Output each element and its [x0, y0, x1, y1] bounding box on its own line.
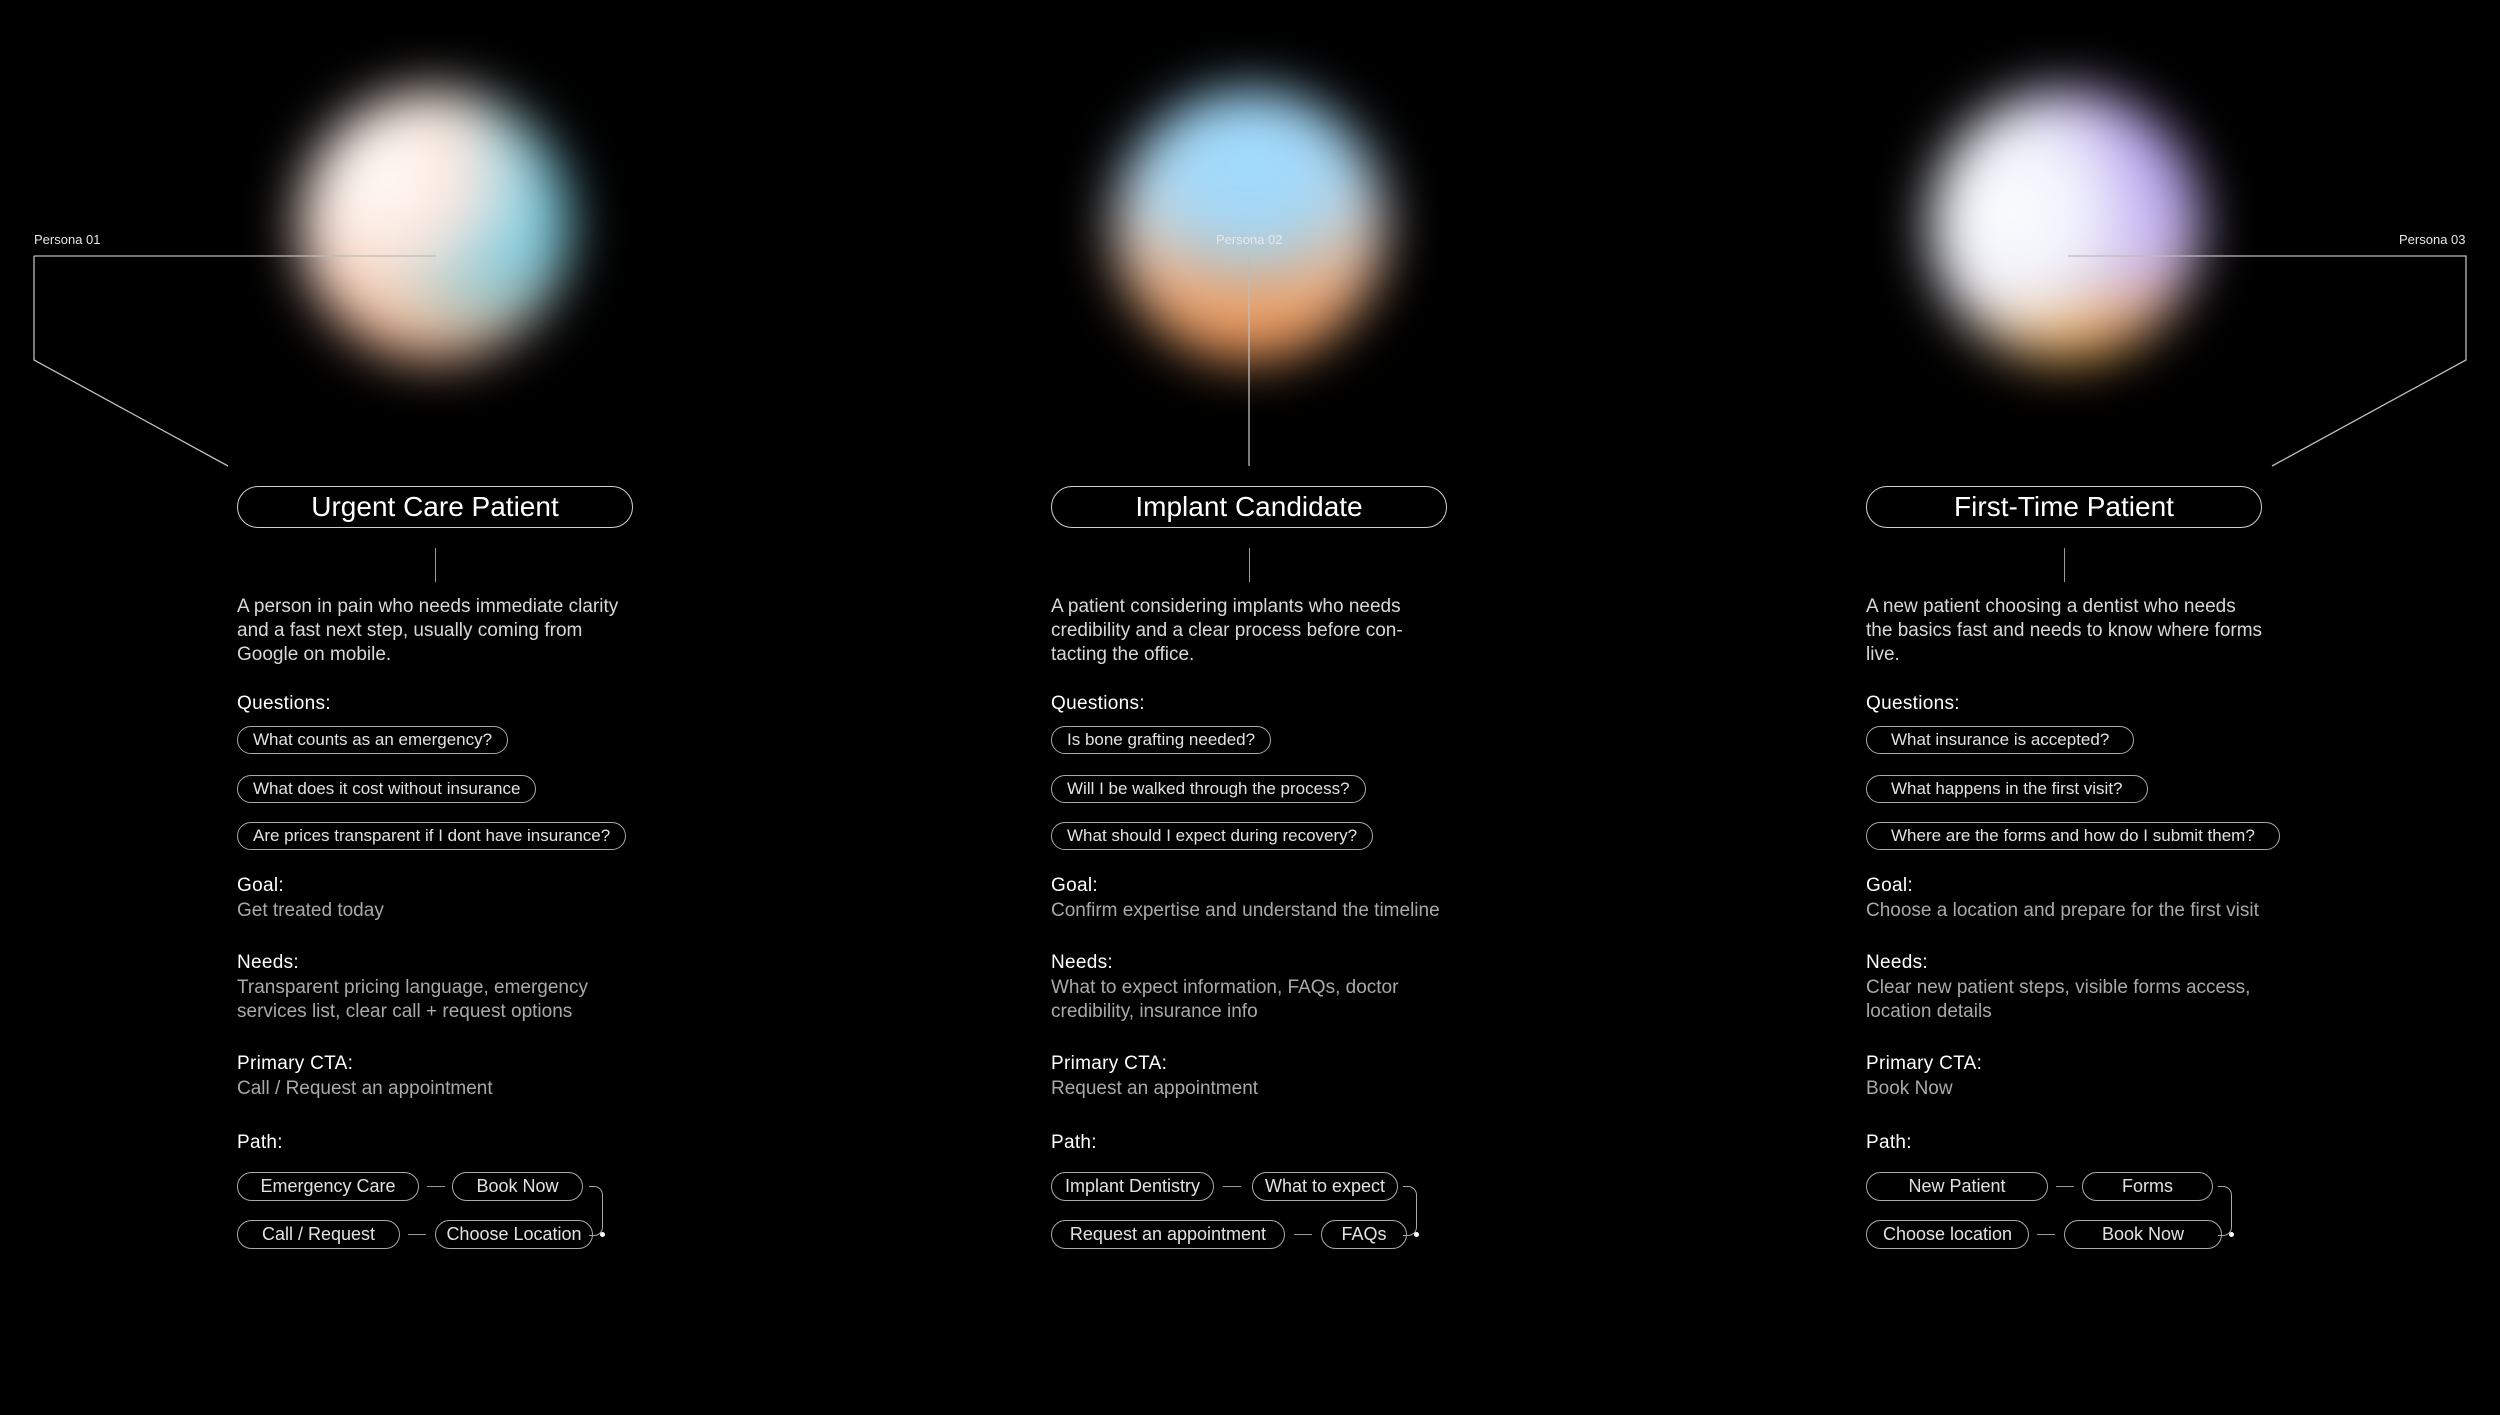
path-step: Emergency Care [237, 1172, 419, 1201]
persona-02-label: Persona 02 [1216, 232, 1283, 247]
path-step: Implant Dentistry [1051, 1172, 1214, 1201]
question-pill: Will I be walked through the process? [1051, 775, 1366, 803]
path-connector [2056, 1186, 2074, 1187]
goal-value: Get treated today [237, 900, 384, 921]
needs-value: What to expect information, FAQs, doctor credibility, insurance info [1051, 977, 1399, 1022]
path-step: New Patient [1866, 1172, 2048, 1201]
questions-label: Questions: [1866, 693, 1960, 714]
path-end-dot [600, 1232, 605, 1237]
path-connector [2037, 1234, 2055, 1235]
path-bracket [2218, 1186, 2232, 1236]
persona-description: A patient considering implants who needs credibility and a clear process before con-tacting the office. [1051, 596, 1403, 665]
path-step: Forms [2082, 1172, 2213, 1201]
path-step: What to expect [1252, 1172, 1398, 1201]
path-bracket [589, 1186, 603, 1236]
needs-label: Needs: [237, 952, 300, 973]
goal-value: Confirm expertise and understand the timeline [1051, 900, 1440, 921]
path-step: Book Now [2064, 1220, 2222, 1249]
path-label: Path: [237, 1132, 283, 1153]
goal-label: Goal: [1866, 875, 1913, 896]
question-pill: What should I expect during recovery? [1051, 822, 1373, 850]
persona-description: A person in pain who needs immediate clarity and a fast next step, usually coming from Google on mobile. [237, 596, 619, 665]
path-step: FAQs [1321, 1220, 1407, 1249]
cta-label: Primary CTA: [1051, 1053, 1168, 1074]
questions-label: Questions: [237, 693, 331, 714]
cta-value: Call / Request an appointment [237, 1078, 493, 1099]
persona-01-label: Persona 01 [34, 232, 101, 247]
persona-description: A new patient choosing a dentist who needs the basics fast and needs to know where forms live. [1866, 596, 2263, 665]
goal-value: Choose a location and prepare for the first visit [1866, 900, 2259, 921]
persona-03-card [1866, 486, 2286, 1244]
question-pill: Is bone grafting needed? [1051, 726, 1271, 754]
needs-value: Clear new patient steps, visible forms access, location details [1866, 977, 2251, 1022]
path-bracket [1403, 1186, 1417, 1236]
path-connector [427, 1186, 445, 1187]
path-step: Choose location [1866, 1220, 2029, 1249]
question-pill: What insurance is accepted? [1866, 726, 2134, 754]
divider [435, 548, 436, 582]
question-pill: What happens in the first visit? [1866, 775, 2148, 803]
path-end-dot [1414, 1232, 1419, 1237]
persona-03-label: Persona 03 [2399, 232, 2466, 247]
cta-value: Request an appointment [1051, 1078, 1259, 1099]
needs-label: Needs: [1051, 952, 1114, 973]
path-step: Call / Request [237, 1220, 400, 1249]
persona-title: Urgent Care Patient [237, 486, 633, 528]
questions-label: Questions: [1051, 693, 1145, 714]
path-connector [1294, 1234, 1312, 1235]
cta-label: Primary CTA: [1866, 1053, 1983, 1074]
cta-value: Book Now [1866, 1078, 1953, 1099]
divider [2064, 548, 2065, 582]
divider [1249, 548, 1250, 582]
path-label: Path: [1051, 1132, 1097, 1153]
question-pill: What does it cost without insurance [237, 775, 536, 803]
question-pill: Are prices transparent if I dont have insurance? [237, 822, 626, 850]
path-connector [1223, 1186, 1241, 1187]
path-step: Choose Location [435, 1220, 593, 1249]
persona-title: Implant Candidate [1051, 486, 1447, 528]
goal-label: Goal: [237, 875, 284, 896]
goal-label: Goal: [1051, 875, 1098, 896]
path-end-dot [2229, 1232, 2234, 1237]
path-label: Path: [1866, 1132, 1912, 1153]
needs-value: Transparent pricing language, emergency services list, clear call + request options [237, 977, 588, 1022]
persona-01-card [237, 486, 657, 1244]
path-step: Book Now [452, 1172, 583, 1201]
path-step: Request an appointment [1051, 1220, 1285, 1249]
persona-02-card [1051, 486, 1471, 1244]
cta-label: Primary CTA: [237, 1053, 354, 1074]
path-connector [408, 1234, 426, 1235]
question-pill: Where are the forms and how do I submit them? [1866, 822, 2280, 850]
needs-label: Needs: [1866, 952, 1929, 973]
persona-title: First-Time Patient [1866, 486, 2262, 528]
question-pill: What counts as an emergency? [237, 726, 508, 754]
